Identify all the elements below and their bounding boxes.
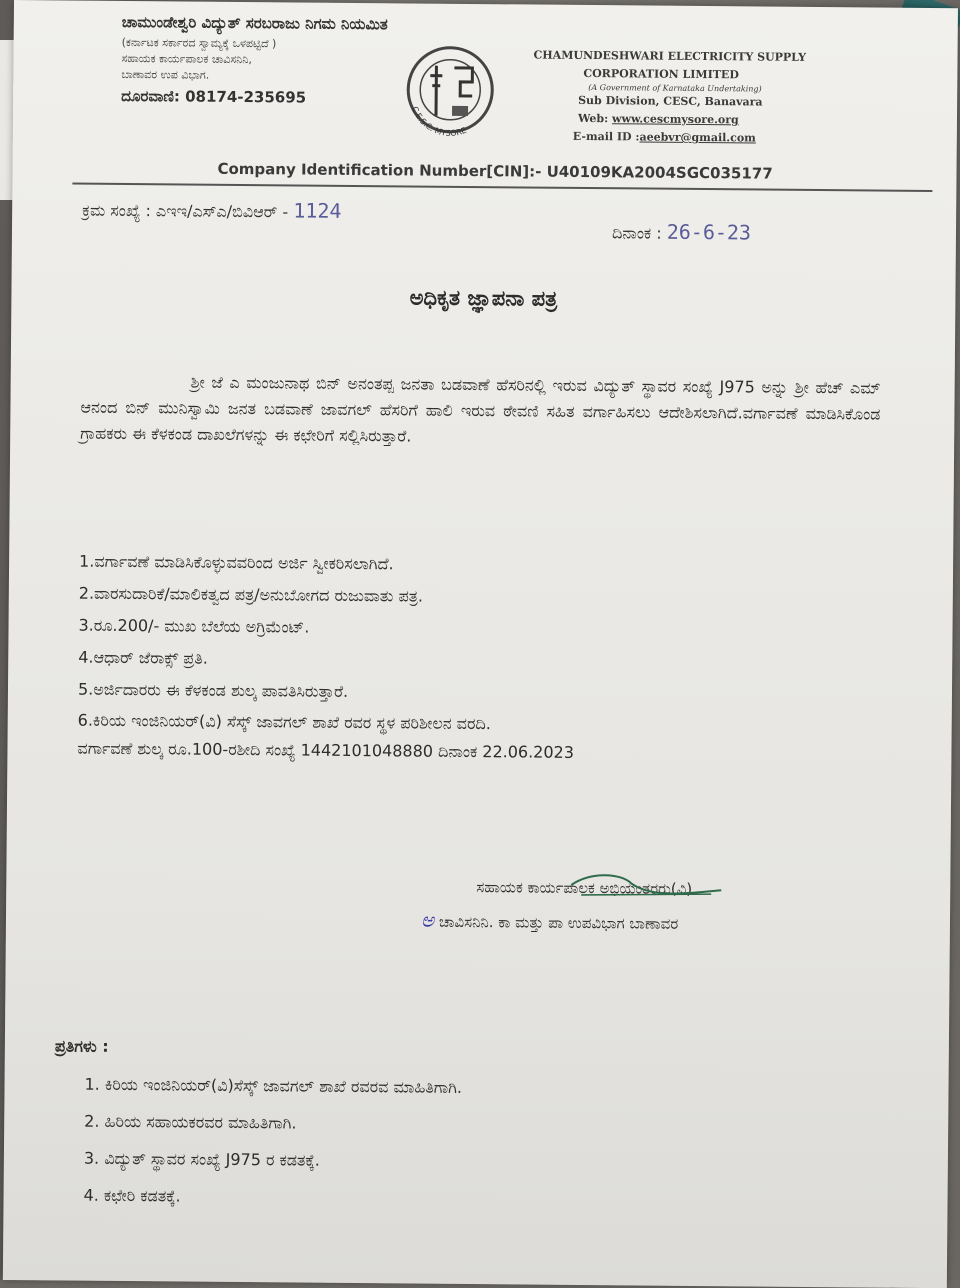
- date-row: [612, 219, 751, 244]
- english-gov-line: (A Government of Karnataka Undertaking): [588, 83, 762, 94]
- body-paragraph: ಶ್ರೀ ಜೆ ಎ ಮಂಜುನಾಥ ಬಿನ್ ಅನಂತಪ್ಪ ಜನತಾ ಬಡವಾಣೆ ಹೆಸರಿನಲ್ಲಿ ಇರುವ ವಿದ್ಯುತ್ ಸ್ಥಾವರ ಸಂಖ್ಯೆ J975 ಅನ್ನು ಶ್ರೀ ಹೆಚ್ ಎಮ್ ಆನಂದ ಬಿನ್ ಮುನಿಸ್ವಾಮಿ ಜನತ ಬಡವಾಣೆ ಜಾವಗಲ್ ಹೆಸರಿಗೆ ಹಾಲಿ ಇರುವ ಠೇವಣಿ ಸಹಿತ ವರ್ಗಾಹಿಸಲು ಆದೇಶಿಸಲಾಗಿದೆ.ವರ್ಗಾವಣೆ ಮಾಡಿಸಿಕೊಂಡ ಗ್ರಾಹಕರು ಈ ಕೆಳಕಂಡ ದಾಖಲೆಗಳನ್ನು ಈ ಕಛೇರಿಗೆ ಸಲ್ಲಿಸಿರುತ್ತಾರೆ.: [80, 372, 881, 446]
- kannada-letterhead: [121, 13, 442, 108]
- list-item: 6.ಕಿರಿಯ ಇಂಜಿನಿಯರ್(ವಿ) ಸೆಸ್ಕ್ ಜಾವಗಲ್ ಶಾಖೆ ರವರ ಸ್ಥಳ ಪರಿಶೀಲನ ವರದಿ.: [77, 710, 491, 734]
- kannada-org-name: ಚಾಮುಂಡೇಶ್ವರಿ ವಿದ್ಯುತ್ ಸರಬರಾಜು ನಿಗಮ ನಿಯಮಿತ: [121, 12, 388, 34]
- list-item: 2. ಹಿರಿಯ ಸಹಾಯಕರವರ ಮಾಹಿತಿಗಾಗಿ.: [84, 1111, 297, 1133]
- list-item: 2.ವಾರಸುದಾರಿಕೆ/ಮಾಲಿಕತ್ವದ ಪತ್ರ/ಅನುಬೋಗದ ರುಜುವಾತು ಪತ್ರ.: [78, 583, 424, 606]
- english-letterhead: [533, 47, 854, 149]
- list-item: 4. ಕಛೇರಿ ಕಡತಕ್ಕೆ.: [83, 1185, 181, 1206]
- kannada-gov-line: (ಕರ್ನಾಟಕ ಸರ್ಕಾರದ ಸ್ವಾಮ್ಯಕ್ಕೆ ಒಳಪಟ್ಟಿದೆ ): [121, 35, 277, 51]
- signature-office: [421, 908, 678, 934]
- email-label: E-mail ID :: [572, 129, 640, 144]
- signature-office-text: ಚಾವಿಸನಿನಿ. ಕಾ ಮತ್ತು ಪಾ ಉಪವಿಭಾಗ ಬಾಣಾವರ: [438, 912, 679, 933]
- reference-number-row: [82, 197, 342, 223]
- kannada-subdivision-line: ಬಾಣಾವರ ಉಪ ವಿಭಾಗ.: [121, 67, 210, 82]
- list-item: 4.ಆಧಾರ್ ಜೆರಾಕ್ಸ್ ಪ್ರತಿ.: [78, 647, 208, 668]
- reference-label: ಕ್ರಮ ಸಂಖ್ಯೆ : ಎಇಇ/ಎಸ್ಎ/ಬಿವಿಆರ್ -: [82, 200, 289, 222]
- date-value: 26-6-23: [666, 219, 752, 245]
- kannada-phone: ದೂರವಾಣಿ: 08174-235695: [121, 86, 307, 107]
- cin-line: Company Identification Number[CIN]:- U40109KA2004SGC035177: [217, 159, 773, 183]
- signature-designation: ಸಹಾಯಕ ಕಾರ್ಯಪಾಲಕ ಅಭಿಯಂತರರು(ವಿ): [476, 878, 693, 898]
- web-label: Web:: [577, 111, 613, 126]
- list-item: 1. ಕಿರಿಯ ಇಂಜಿನಿಯರ್(ವಿ)ಸೆಸ್ಕ್ ಜಾವಗಲ್ ಶಾಖೆ ರವರವ ಮಾಹಿತಿಗಾಗಿ.: [84, 1074, 463, 1097]
- copies-list: [83, 1066, 462, 1217]
- document-title: ಅಧಿಕೃತ ಜ್ಞಾಪನಾ ಪತ್ರ: [409, 285, 558, 311]
- signature-initials: ಅ: [420, 907, 435, 932]
- reference-number: 1124: [293, 198, 342, 223]
- list-item: 5.ಅರ್ಜಿದಾರರು ಈ ಕೆಳಕಂಡ ಶುಲ್ಕ ಪಾವತಿಸಿರುತ್ತಾರೆ.: [77, 679, 349, 701]
- list-item: 3. ವಿದ್ಯುತ್ ಸ್ಥಾವರ ಸಂಖ್ಯೆ J975 ರ ಕಡತಕ್ಕೆ.: [83, 1148, 320, 1170]
- copies-heading: ಪ್ರತಿಗಳು :: [54, 1036, 109, 1056]
- logo-text: C.E.S.C. MYSORE: [410, 105, 468, 138]
- email-line: [533, 128, 853, 149]
- documents-list: [77, 546, 899, 769]
- date-label: ದಿನಾಂಕ :: [611, 223, 662, 243]
- list-item: 3.ರೂ.200/- ಮುಖ ಬೆಲೆಯ ಅಗ್ರಿಮೆಂಟ್.: [78, 615, 310, 637]
- cesc-logo-icon: [396, 35, 505, 144]
- header-divider: [72, 183, 932, 193]
- list-item: ವರ್ಗಾವಣೆ ಶುಲ್ಕ ರೂ.100-ರಶೀದಿ ಸಂಖ್ಯೆ 1442101048880 ದಿನಾಂಕ 22.06.2023: [77, 738, 575, 762]
- kannada-office-line: ಸಹಾಯಕ ಕಾರ್ಯಪಾಲಕ ಚಾವಿಸನಿನಿ,: [121, 51, 253, 67]
- web-link[interactable]: www.cescmysore.org: [611, 112, 739, 127]
- list-item: 1.ವರ್ಗಾವಣೆ ಮಾಡಿಸಿಕೊಳ್ಳುವವರಿಂದ ಅರ್ಜಿ ಸ್ವೀಕರಿಸಲಾಗಿದೆ.: [79, 551, 394, 574]
- english-subdivision-line: Sub Division, CESC, Banavara: [578, 93, 763, 109]
- signature-scribble-icon: [561, 873, 731, 908]
- document-page: [3, 0, 958, 1288]
- english-org-line-2: CORPORATION LIMITED: [583, 66, 739, 82]
- email-link[interactable]: aeebvr@gmail.com: [639, 130, 756, 145]
- english-org-line-1: CHAMUNDESHWARI ELECTRICITY SUPPLY: [533, 48, 807, 64]
